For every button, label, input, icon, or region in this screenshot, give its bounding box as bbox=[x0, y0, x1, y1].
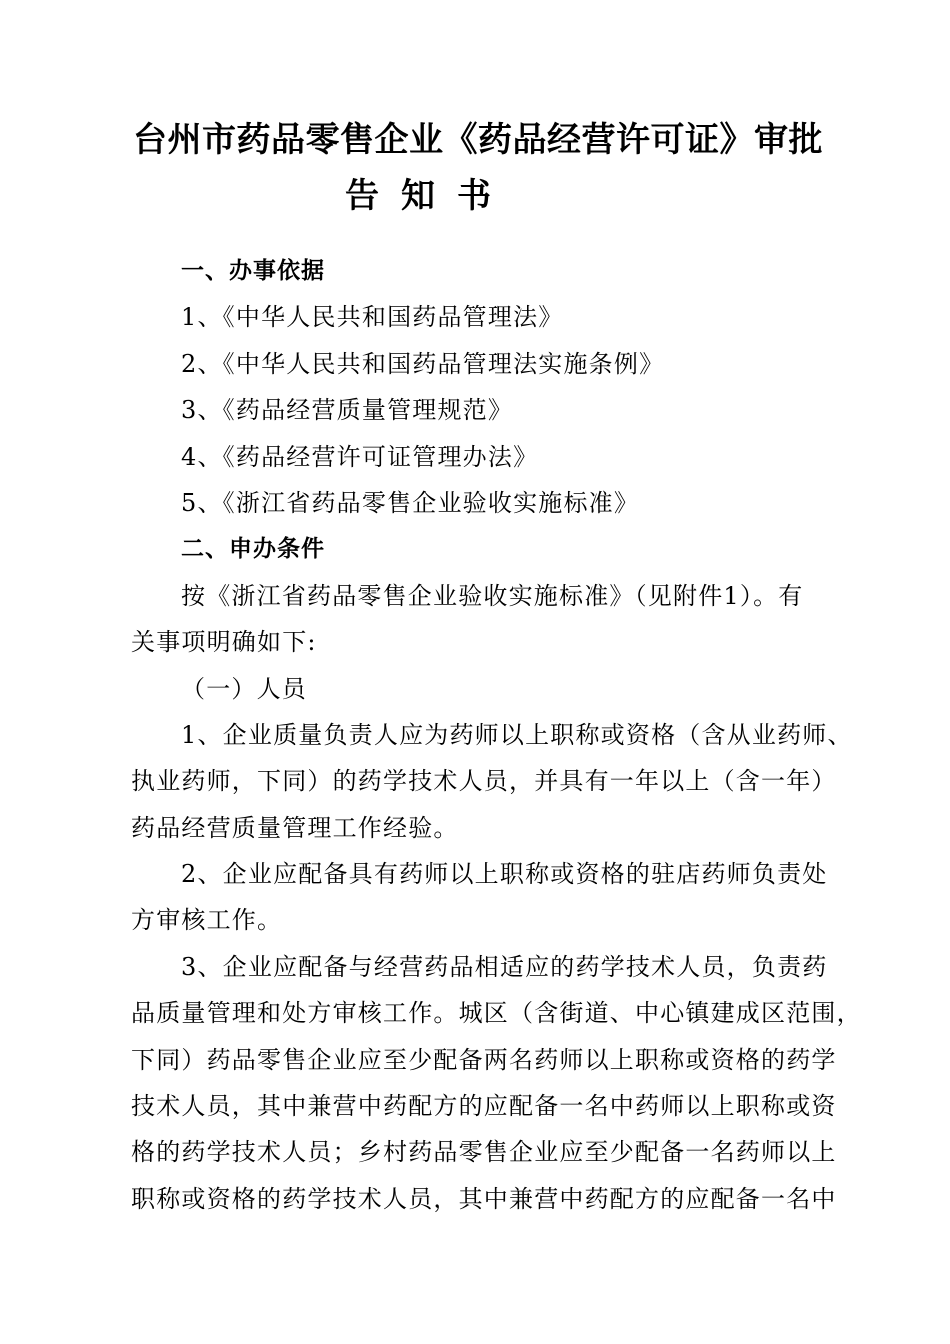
sub1-heading: （一）人员 bbox=[181, 674, 307, 703]
section2-intro-line-1: 按《浙江省药品零售企业验收实施标准》（见附件1）。有 bbox=[181, 581, 804, 610]
document-title-line2: 告知书 bbox=[345, 176, 513, 216]
section2-heading: 二、申办条件 bbox=[181, 536, 325, 563]
para3-line-3: 下同）药品零售企业应至少配备两名药师以上职称或资格的药学 bbox=[131, 1045, 837, 1074]
basis-item-3: 3、《药品经营质量管理规范》 bbox=[181, 396, 514, 425]
para1-line-2: 执业药师，下同）的药学技术人员，并具有一年以上（含一年） bbox=[131, 767, 837, 796]
para2-line-2: 方审核工作。 bbox=[131, 906, 283, 935]
para3-line-2: 品质量管理和处方审核工作。城区（含街道、中心镇建成区范围， bbox=[131, 999, 862, 1028]
document-title-line1: 台州市药品零售企业《药品经营许可证》审批 bbox=[133, 120, 823, 160]
para2-line-1: 2、企业应配备具有药师以上职称或资格的驻店药师负责处 bbox=[181, 860, 828, 889]
basis-item-5: 5、《浙江省药品零售企业验收实施标准》 bbox=[181, 488, 640, 517]
para3-line-4: 技术人员，其中兼营中药配方的应配备一名中药师以上职称或资 bbox=[131, 1092, 837, 1121]
para1-line-1: 1、企业质量负责人应为药师以上职称或资格（含从业药师、 bbox=[181, 720, 853, 749]
para3-line-1: 3、企业应配备与经营药品相适应的药学技术人员，负责药 bbox=[181, 952, 828, 981]
section2-intro-line-2: 关事项明确如下: bbox=[131, 628, 317, 657]
basis-item-2: 2、《中华人民共和国药品管理法实施条例》 bbox=[181, 349, 665, 378]
para1-line-3: 药品经营质量管理工作经验。 bbox=[131, 813, 459, 842]
basis-item-4: 4、《药品经营许可证管理办法》 bbox=[181, 442, 539, 471]
basis-item-1: 1、《中华人民共和国药品管理法》 bbox=[181, 303, 564, 332]
section1-heading: 一、办事依据 bbox=[181, 258, 325, 284]
document-body bbox=[131, 248, 862, 1222]
para3-line-6: 职称或资格的药学技术人员，其中兼营中药配方的应配备一名中 bbox=[131, 1184, 837, 1213]
para3-line-5: 格的药学技术人员；乡村药品零售企业应至少配备一名药师以上 bbox=[131, 1138, 837, 1167]
